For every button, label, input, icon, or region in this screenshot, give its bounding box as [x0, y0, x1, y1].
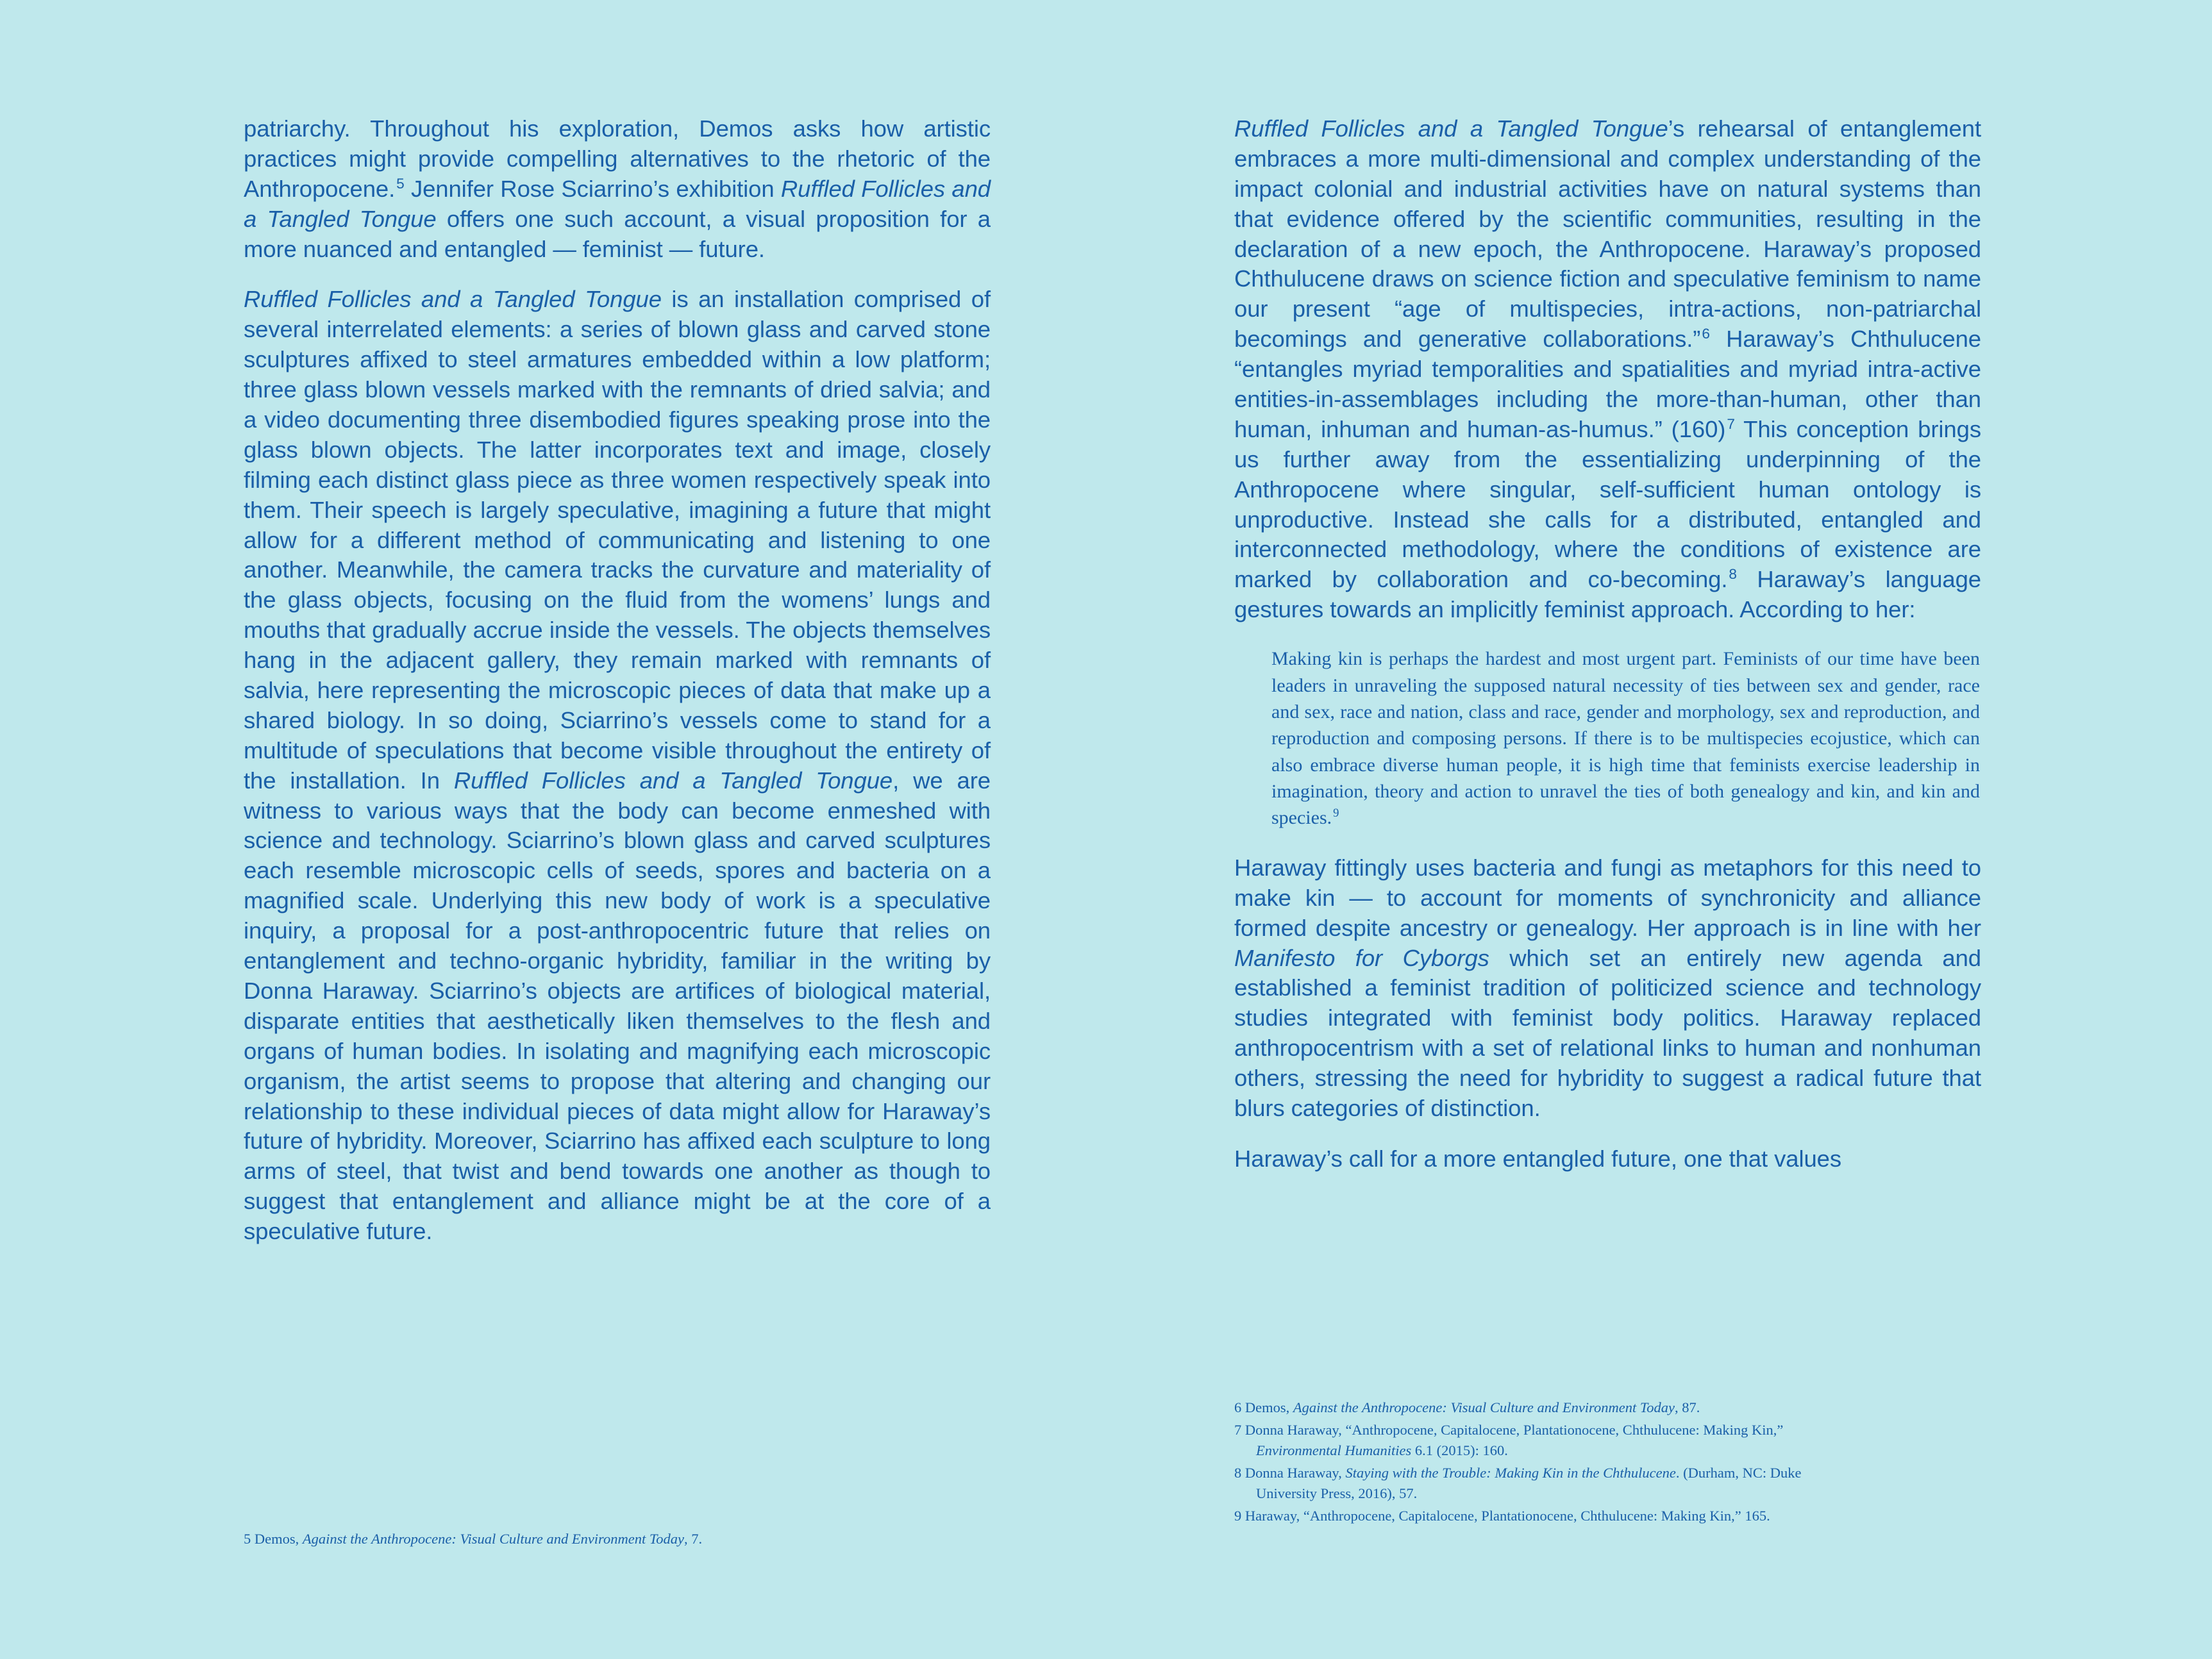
italic-title: Against the Anthropocene: Visual Culture and Environment Today: [1293, 1399, 1675, 1415]
footnote-reference: 9: [1333, 806, 1339, 821]
italic-title: Ruffled Follicles and a Tangled Tongue: [244, 175, 991, 232]
text-run: Making kin is perhaps the hardest and most urgent part. Feminists of our time have been leaders in unraveling the supposed natural necessity of ties between sex and gender, race and sex, race and nation, class and race, gender and morphology, sex and reproduction, and reproduction and composing persons. If there is to be multispecies ecojustice, which can also embrace diverse human people, it is high time that feminists exercise leadership in imagination, theory and action to unravel the ties of both genealogy and kin, and kin and species.: [1271, 648, 1980, 829]
text-run: Haraway fittingly uses bacteria and fungi as metaphors for this need to make kin — to account for moments of synchronicity and alliance formed despite ancestry or genealogy. Her approach is in line with her: [1234, 854, 1981, 941]
footnote: [1234, 1463, 2013, 1504]
text-run: . (Durham, NC: Duke: [1675, 1464, 1802, 1481]
text-run: Jennifer Rose Sciarrino’s exhibition: [404, 175, 781, 202]
left-text-column: [244, 114, 991, 1247]
paragraph: [1234, 114, 1981, 625]
footnote-reference: 5: [396, 175, 405, 192]
left-footnotes: [244, 1529, 991, 1551]
right-text-column: [1234, 114, 1981, 1174]
text-run: , 87.: [1675, 1399, 1700, 1415]
text-run: Haraway’s call for a more entangled future, one that values: [1234, 1145, 1842, 1172]
text-run: University Press, 2016), 57.: [1256, 1485, 1418, 1501]
italic-title: Ruffled Follicles and a Tangled Tongue: [1234, 115, 1668, 142]
footnote-number: 7: [1234, 1421, 1245, 1438]
footnote-number: 6: [1234, 1399, 1245, 1415]
text-run: is an installation comprised of several interrelated elements: a series of blown glass and carved stone sculptures affixed to steel armatures embedded within a low platform; three glass blown vessels marked with the remnants of dried salvia; and a video documenting three disembodied figures speaking prose into the glass blown objects. The latter incorporates text and image, closely filming each distinct glass piece as three women respectively speak into them. Their speech is largely speculative, imagining a future that might allow for a different method of communicating and listening to one another. Meanwhile, the camera tracks the curvature and materiality of the glass objects, focusing on the fluid from the womens’ lungs and mouths that gradually accrue inside the vessels. The objects themselves hang in the adjacent gallery, they remain marked with remnants of salvia, here representing the microscopic pieces of data that make up a shared biology. In so doing, Sciarrino’s vessels come to stand for a multitude of speculations that become visible throughout the entirety of the installation. In: [244, 286, 991, 794]
italic-title: Environmental Humanities: [1256, 1442, 1412, 1458]
block-quotation: [1271, 646, 1980, 831]
paragraph: [1234, 1144, 1981, 1174]
footnote-reference: 8: [1729, 566, 1737, 583]
right-footnotes: [1234, 1397, 2013, 1528]
footnote-reference: 7: [1727, 415, 1735, 432]
italic-title: Ruffled Follicles and a Tangled Tongue: [244, 286, 662, 313]
text-run: Demos,: [254, 1531, 303, 1547]
italic-title: Staying with the Trouble: Making Kin in the Chthulucene: [1345, 1464, 1676, 1481]
footnote: [244, 1529, 991, 1549]
text-run: Donna Haraway,: [1244, 1464, 1346, 1481]
text-run: Haraway’s language gestures towards an implicitly feminist approach. According to her:: [1234, 566, 1981, 623]
text-run: Haraway, “Anthropocene, Capitalocene, Plantationocene, Chthulucene: Making Kin,” 165.: [1244, 1507, 1770, 1524]
text-run: which set an entirely new agenda and established a feminist tradition of politicized science and technology studies integrated with feminist body politics. Haraway replaced anthropocentrism with a set of relational links to human and nonhuman others, stressing the need for hybridity to suggest a radical future that blurs categories of distinction.: [1234, 944, 1981, 1121]
footnote-reference: 6: [1702, 326, 1710, 342]
text-run: , we are witness to various ways that the body can become enmeshed with science and technology. Sciarrino’s blown glass and carved sculptures each resemble microscopic cells of seeds, spores and bacteria on a magnified scale. Underlying this new body of work is a speculative inquiry, a proposal for a post-anthropocentric future that relies on entanglement and techno-organic hybridity, familiar in the writing by Donna Haraway. Sciarrino’s objects are artifices of biological material, disparate entities that aesthetically liken themselves to the flesh and organs of human bodies. In isolating and magnifying each microscopic organism, the artist seems to propose that altering and changing our relationship to these individual pieces of data might allow for Haraway’s future of hybridity. Moreover, Sciarrino has affixed each sculpture to long arms of steel, that twist and bend towards one another as though to suggest that entanglement and alliance might be at the core of a speculative future.: [244, 767, 991, 1245]
text-run: Haraway’s Chthulucene “entangles myriad temporalities and spatialities and myriad intra-active entities-in-assemblages including the more-than-human, other than human, inhuman and human-as-humus.” (160): [1234, 326, 1982, 442]
text-run: Donna Haraway, “Anthropocene, Capitalocene, Plantationocene, Chthulucene: Making Kin,”: [1244, 1421, 1784, 1438]
italic-title: Ruffled Follicles and a Tangled Tongue: [453, 767, 893, 794]
footnote-number: 8: [1234, 1464, 1245, 1481]
text-run: , 7.: [684, 1531, 703, 1547]
italic-title: Against the Anthropocene: Visual Culture and Environment Today: [302, 1531, 685, 1547]
footnote-number: 9: [1234, 1507, 1245, 1524]
text-run: ’s rehearsal of entanglement embraces a more multi-dimensional and complex understanding of the impact colonial and industrial activities have on natural systems than that evidence offered by the scientific communities, resulting in the declaration of a new epoch, the Anthropocene. Haraway’s proposed Chthulucene draws on science fiction and speculative feminism to name our present “age of multispecies, intra-actions, non-patriarchal becomings and generative collaborations.”: [1234, 115, 1981, 353]
italic-title: Manifesto for Cyborgs: [1234, 944, 1489, 971]
text-run: Demos,: [1244, 1399, 1293, 1415]
text-run: This conception brings us further away from the essentializing underpinning of the Anthropocene where singular, self-sufficient human ontology is unproductive. Instead she calls for a distributed, entangled and interconnected methodology, where the conditions of existence are marked by collaboration and co-becoming.: [1234, 415, 1981, 593]
footnote: [1234, 1397, 2013, 1418]
text-run: patriarchy. Throughout his exploration, Demos asks how artistic practices might provide compelling alternatives to the rhetoric of the Anthropocene.: [244, 115, 991, 202]
footnote: [1234, 1506, 2013, 1526]
footnote-number: 5: [244, 1531, 255, 1547]
text-run: 6.1 (2015): 160.: [1411, 1442, 1508, 1458]
paragraph: [244, 114, 991, 264]
paragraph: [244, 285, 991, 1247]
footnote: [1234, 1420, 2013, 1461]
paragraph: [1234, 853, 1981, 1124]
text-run: offers one such account, a visual proposition for a more nuanced and entangled — feminist — future.: [244, 205, 991, 262]
